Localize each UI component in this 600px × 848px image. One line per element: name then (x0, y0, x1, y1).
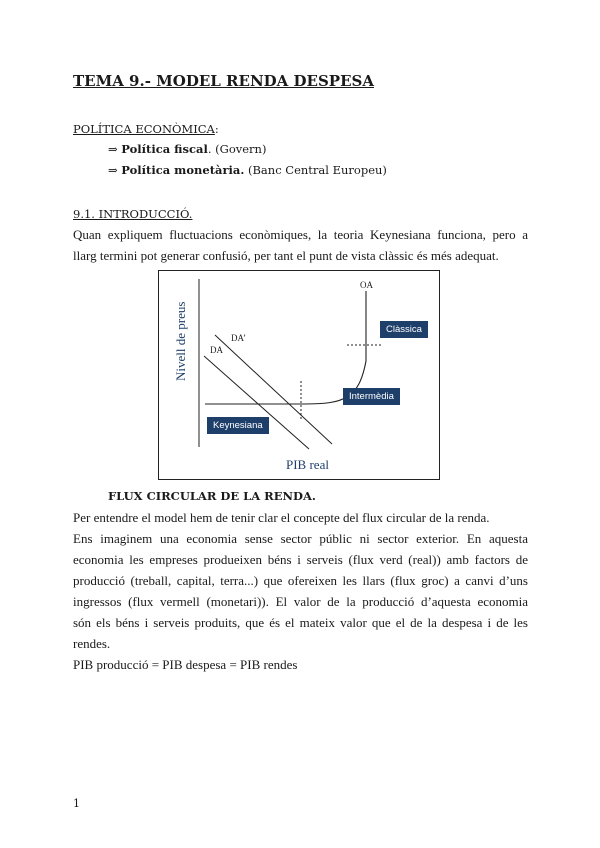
flux-line: economia les empreses produeixen béns i serveis (flux verd (real)) amb factors de (73, 552, 528, 567)
bullet-rest: (Banc Central Europeu) (244, 163, 387, 177)
bullet-bold: Política monetària. (121, 163, 245, 177)
bullet-politica-fiscal (108, 142, 266, 156)
intro-line: Quan expliquem fluctuacions econòmiques, la teoria Keynesiana funciona, pero a (73, 227, 528, 242)
intro-heading-row (73, 207, 192, 221)
politica-colon: : (214, 122, 219, 136)
flux-line: PIB producció = PIB despesa = PIB rendes (73, 657, 298, 672)
da-label: DA (210, 345, 223, 355)
da-prime-label: DA’ (231, 333, 246, 343)
y-axis-label: Nivell de preus (173, 301, 188, 381)
keynesiana-region-label: Keynesiana (207, 417, 269, 434)
intro-paragraph (73, 224, 528, 266)
arrow-icon: ⇒ (108, 163, 118, 177)
intermedia-region-label: Intermèdia (343, 388, 400, 405)
intro-heading: 9.1. INTRODUCCIÓ. (73, 207, 193, 221)
flux-line: rendes. (73, 636, 111, 651)
flux-paragraph (73, 507, 528, 675)
flux-line: Per entendre el model hem de tenir clar el concepte del flux circular de la renda. (73, 510, 490, 525)
flux-line: ingressos (flux vermell (monetari)). El valor de la producció d’aquesta economia (73, 594, 528, 609)
flux-heading: FLUX CIRCULAR DE LA RENDA. (108, 489, 316, 503)
oa-da-diagram (159, 271, 441, 481)
document-title: TEMA 9.- MODEL RENDA DESPESA (73, 72, 374, 90)
oa-da-figure (158, 270, 440, 480)
da-line (204, 356, 309, 449)
arrow-icon: ⇒ (108, 142, 118, 156)
flux-line: Ens imaginem una economia sense sector públic ni sector exterior. En aquesta (73, 531, 528, 546)
bullet-bold: Política fiscal (121, 142, 208, 156)
intro-line: llarg termini pot generar confusió, per tant el punt de vista clàssic és més adequat. (73, 248, 499, 263)
page-number: 1 (73, 797, 80, 810)
bullet-politica-monetaria (108, 163, 387, 177)
flux-line: són els béns i serveis produits, que és el mateix valor que el de la despesa i de les (73, 615, 528, 630)
oa-label: OA (360, 280, 373, 290)
x-axis-label: PIB real (286, 457, 329, 472)
politica-heading: POLÍTICA ECONÒMICA (73, 122, 215, 136)
flux-line: producció (treball, capital, terra...) que ofereixen les llars (flux groc) a canvi d’uns (73, 573, 528, 588)
classica-region-label: Clàssica (380, 321, 428, 338)
politica-heading-row (73, 122, 219, 136)
bullet-rest: . (Govern) (207, 142, 267, 156)
